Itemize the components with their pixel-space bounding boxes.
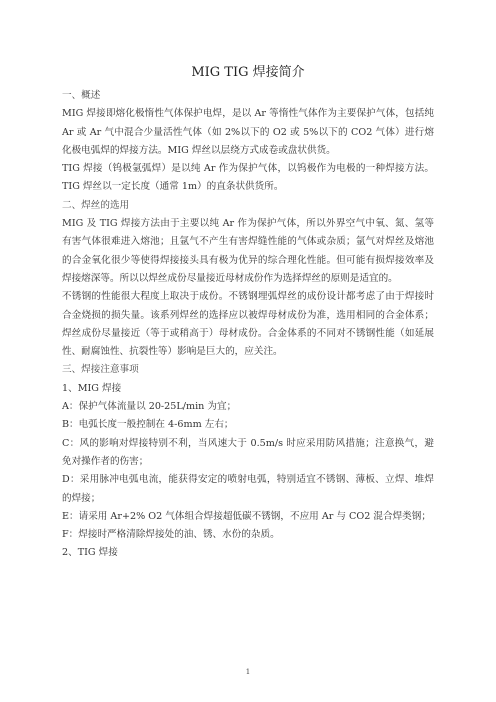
list-item-d: D：采用脉冲电弧电流，能获得安定的喷射电弧，特别适宜不锈钢、薄板、立焊、堆焊的焊接； bbox=[62, 474, 434, 504]
section-heading-precautions: 三、焊接注意事项 bbox=[62, 364, 139, 376]
list-item-b: B：电弧长度一般控制在 4-6mm 左右； bbox=[62, 419, 234, 431]
list-item-a: A：保护气体流量以 20-25L/min 为宜； bbox=[62, 401, 237, 413]
subheading-mig-welding: 1、MIG 焊接 bbox=[62, 382, 122, 394]
list-item-e: E：请采用 Ar+2% O2 气体组合焊接超低碳不锈钢，不应用 Ar 与 CO2 混合焊类钢； bbox=[62, 510, 431, 522]
paragraph-stainless-steel: 不锈钢的性能很大程度上取决于成份。不锈钢埋弧焊丝的成份设计都考虑了由于焊接时合金烧损的损失量。该系列焊丝的选择应以被焊母材成份为准，选用相同的合金体系；焊丝成份尽量接近（等于或稍高于）母材成份。合金体系的不同对不锈钢性能（如延展性、耐腐蚀性、抗裂性等）影响是巨大的，应关注。 bbox=[62, 291, 434, 358]
document-title: MIG TIG 焊接简介 bbox=[191, 65, 305, 80]
paragraph-tig-definition: TIG 焊接（钨极氩弧焊）是以纯 Ar 作为保护气体，以钨极作为电极的一种焊接方法。TIG 焊丝以一定长度（通常 1m）的直条状供货所。 bbox=[62, 163, 434, 193]
paragraph-mig-definition: MIG 焊接即熔化极惰性气体保护电焊，是以 Ar 等惰性气体作为主要保护气体，包括纯 Ar 或 Ar 气中混合少量活性气体（如 2%以下的 O2 或 5%以下的 CO2 气体）进行熔化极电弧焊的焊接方法。MIG 焊丝以层绕方式成卷或盘状供货。 bbox=[62, 108, 434, 156]
section-heading-wire-selection: 二、焊丝的选用 bbox=[62, 199, 130, 211]
paragraph-wire-selection: MIG 及 TIG 焊接方法由于主要以纯 Ar 作为保护气体，所以外界空气中氧、氮、氢等有害气体很难进入熔池；且氩气不产生有害焊缝性能的气体或杂质；氩气对焊丝及熔池的合金氧化很少等使得焊接接头具有极为优异的综合理化性能。但可能有损焊接效率及焊接熔深等。所以以焊丝成份尽量接近母材成份作为选择焊丝的原则是适宜的。 bbox=[62, 218, 434, 284]
subheading-tig-welding: 2、TIG 焊接 bbox=[62, 547, 118, 559]
page-number: 1 bbox=[245, 668, 251, 676]
list-item-f: F：焊接时严格清除焊接处的油、锈、水份的杂质。 bbox=[62, 529, 280, 541]
list-item-c: C：风的影响对焊接特别不利，当风速大于 0.5m/s 时应采用防风措施；注意换气，避免对操作者的伤害； bbox=[62, 437, 434, 467]
section-heading-overview: 一、概述 bbox=[62, 90, 101, 101]
document-body bbox=[62, 87, 434, 563]
